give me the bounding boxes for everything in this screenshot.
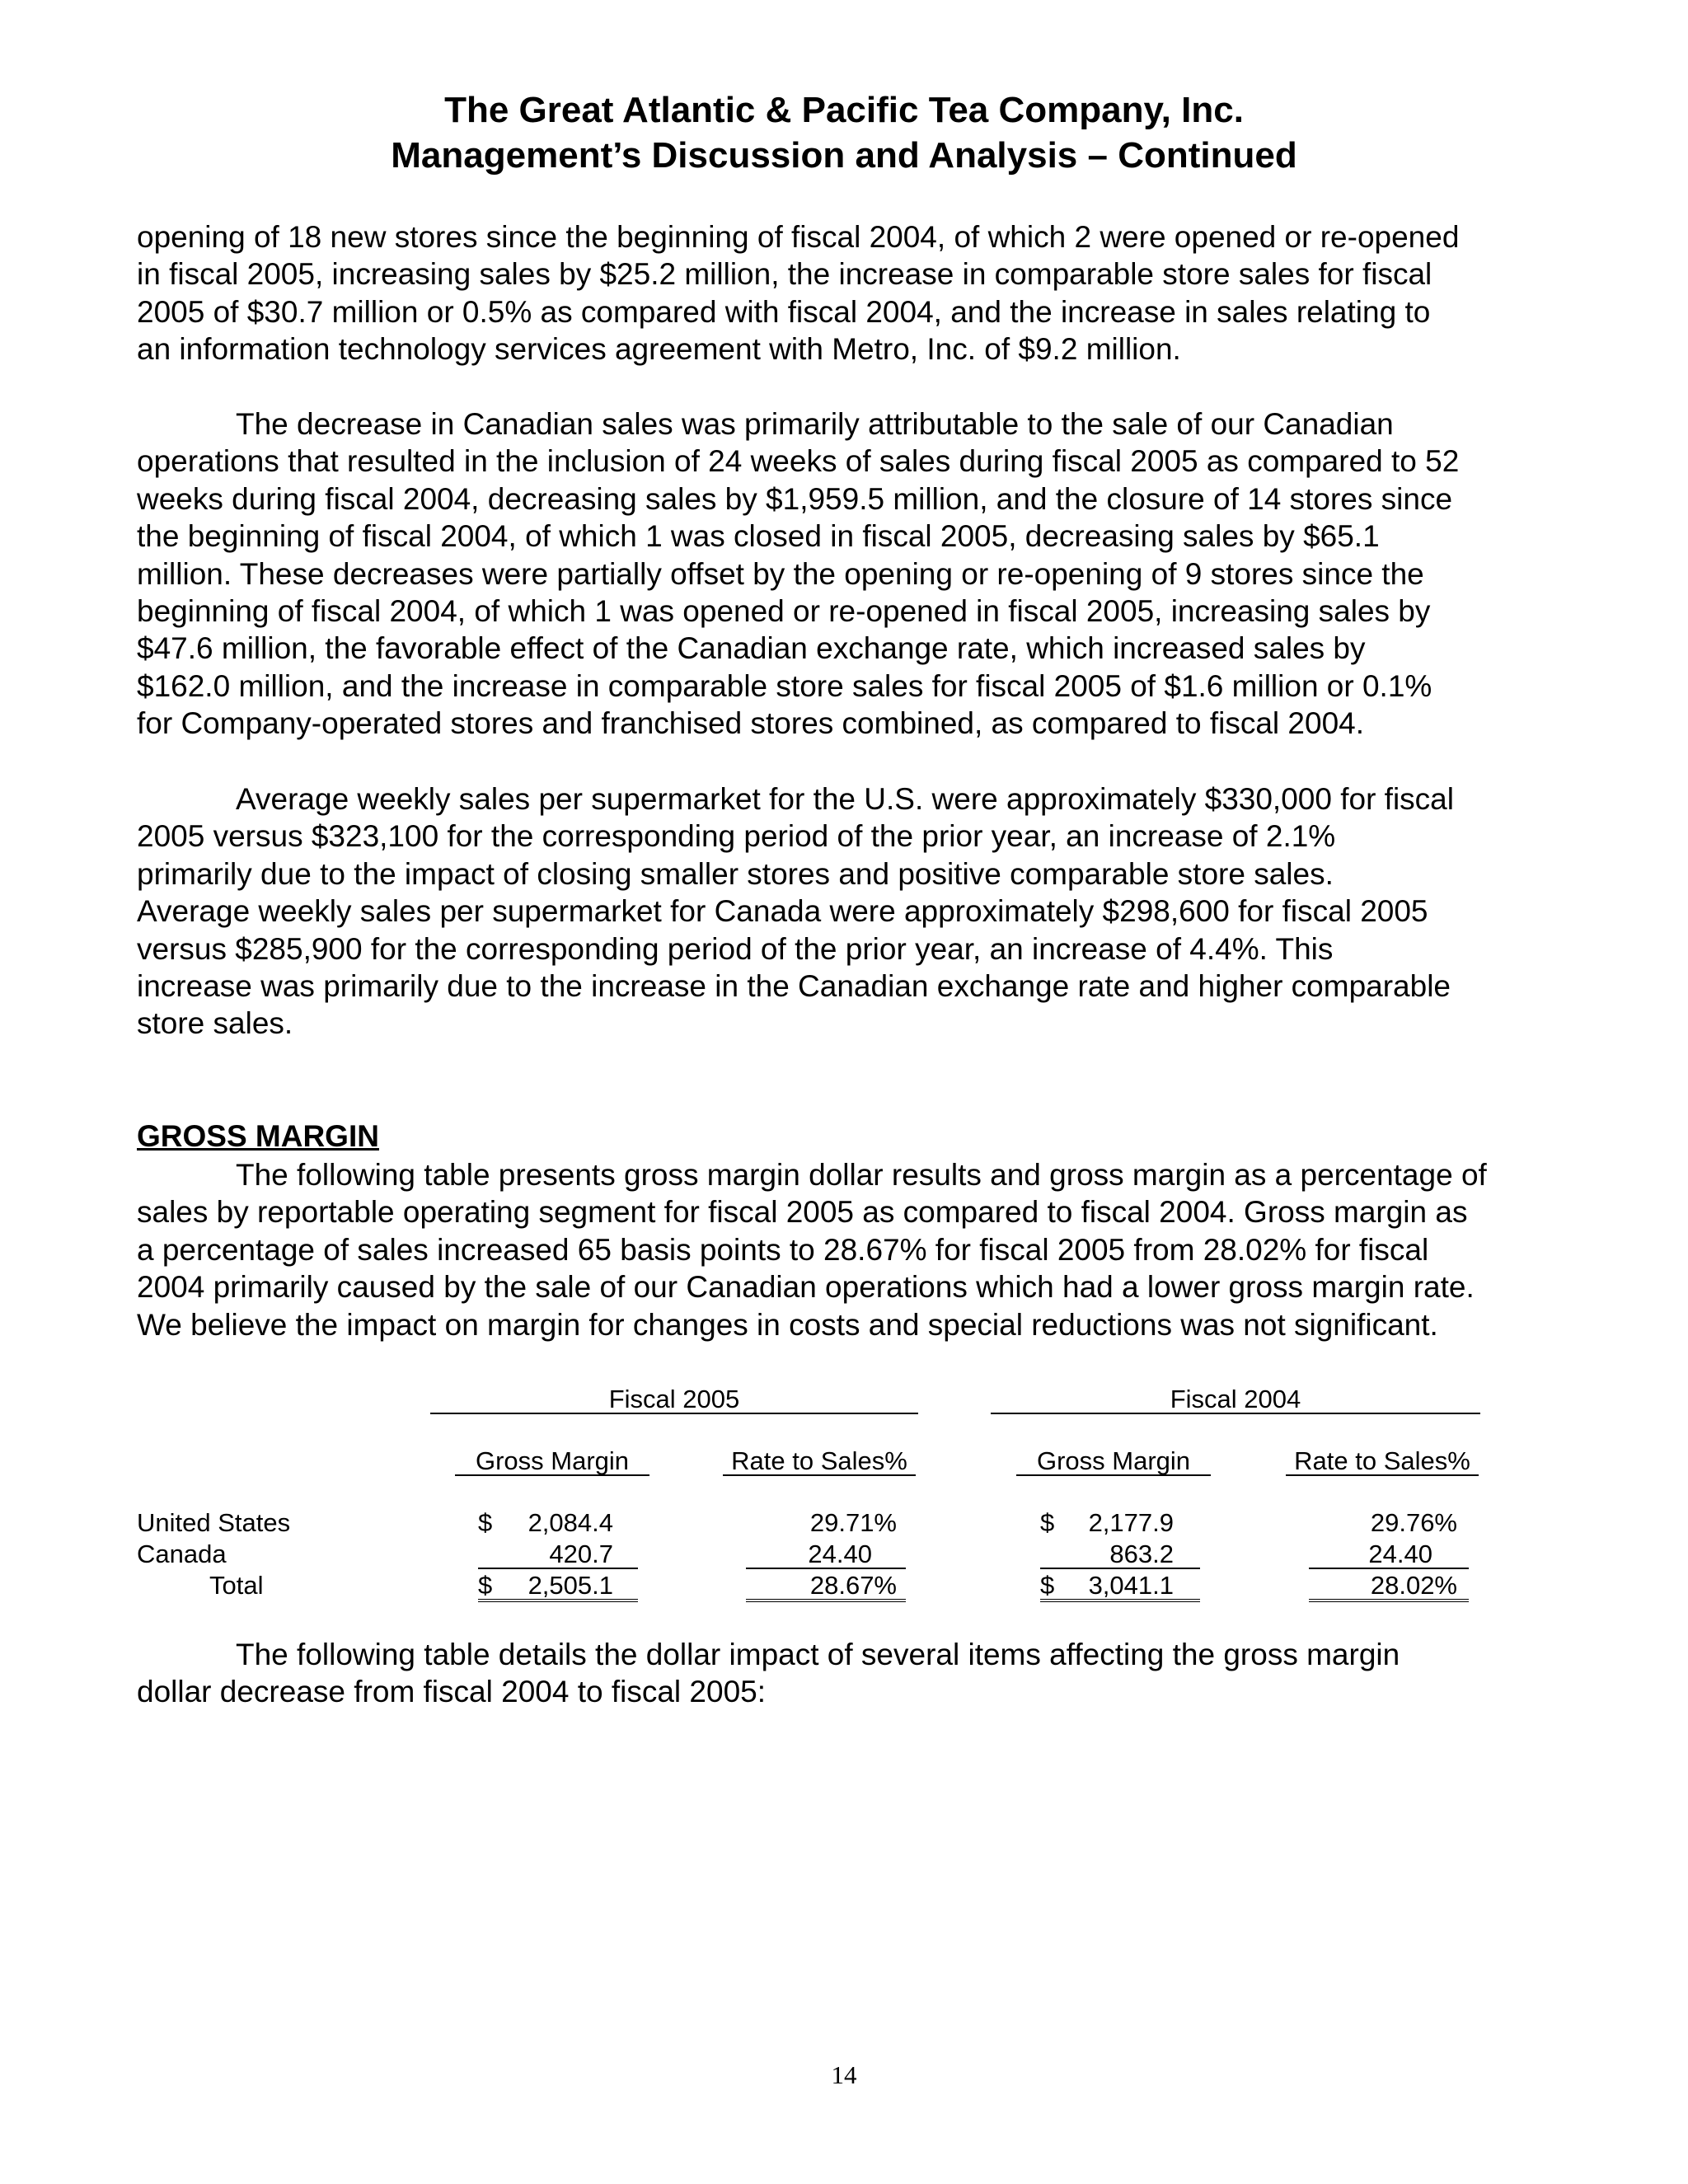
total-rate-2005: 28.67% — [809, 1571, 897, 1600]
text-line: for Company-operated stores and franchised stores combined, as compared to fiscal 2004. — [137, 706, 1365, 741]
text-line: 2005 of $30.7 million or 0.5% as compared with fiscal 2004, and the increase in sales relating to — [137, 294, 1431, 329]
total-double-rule — [1040, 1599, 1200, 1602]
text-line: Average weekly sales per supermarket for Canada were approximately $298,600 for fiscal 2005 — [137, 894, 1428, 929]
text-line: Average weekly sales per supermarket for the U.S. were approximately $330,000 for fiscal — [236, 782, 1454, 816]
canada-gross-margin-2005: 420.7 — [549, 1540, 613, 1568]
text-line: primarily due to the impact of closing smaller stores and positive comparable store sales. — [137, 856, 1334, 891]
text-line: The decrease in Canadian sales was primarily attributable to the sale of our Canadian — [236, 407, 1394, 441]
canada-rate-2004: 24.40 — [1368, 1540, 1432, 1568]
text-line: dollar decrease from fiscal 2004 to fiscal 2005: — [137, 1675, 767, 1709]
text-line: the beginning of fiscal 2004, of which 1 was closed in fiscal 2005, decreasing sales by $65.1 — [137, 519, 1380, 554]
header-rule — [991, 1413, 1480, 1414]
paragraph-continued — [137, 218, 1596, 368]
period-header-fiscal-2004: Fiscal 2004 — [1170, 1385, 1301, 1413]
total-double-rule — [746, 1599, 906, 1602]
period-header-fiscal-2005: Fiscal 2005 — [608, 1385, 740, 1413]
column-header-rule — [1016, 1474, 1211, 1476]
text-line: sales by reportable operating segment for fiscal 2005 as compared to fiscal 2004. Gross margin as — [137, 1195, 1468, 1230]
text-line: opening of 18 new stores since the beginning of fiscal 2004, of which 2 were opened or re-opened — [137, 220, 1460, 254]
column-header-gross-margin-2005: Gross Margin — [475, 1446, 630, 1475]
document-subtitle: Management’s Discussion and Analysis – Continued — [391, 135, 1297, 176]
text-line: weeks during fiscal 2004, decreasing sales by $1,959.5 million, and the closure of 14 stores since — [137, 481, 1453, 516]
header-rule — [430, 1413, 918, 1414]
column-header-rate-2004: Rate to Sales% — [1294, 1446, 1470, 1475]
row-label-united-states: United States — [137, 1508, 291, 1537]
text-line: The following table details the dollar impact of several items affecting the gross margin — [236, 1638, 1400, 1671]
column-header-rule — [1286, 1474, 1479, 1476]
text-line: increase was primarily due to the increase in the Canadian exchange rate and higher comparable — [137, 969, 1451, 1004]
paragraph-table-intro — [137, 1636, 1596, 1711]
subtotal-rule — [478, 1568, 638, 1569]
currency-symbol: $ — [478, 1571, 493, 1600]
text-line: 2004 primarily caused by the sale of our Canadian operations which had a lower gross margin rate. — [137, 1270, 1475, 1305]
us-gross-margin-2005: 2,084.4 — [528, 1508, 613, 1537]
subtotal-rule — [1309, 1568, 1469, 1569]
us-rate-2004: 29.76% — [1370, 1508, 1457, 1537]
text-line: store sales. — [137, 1006, 293, 1041]
total-double-rule — [1309, 1599, 1469, 1602]
text-line: a percentage of sales increased 65 basis points to 28.67% for fiscal 2005 from 28.02% for fiscal — [137, 1232, 1429, 1267]
currency-symbol: $ — [1040, 1571, 1055, 1600]
text-line: $162.0 million, and the increase in comparable store sales for fiscal 2005 of $1.6 million or 0.1% — [137, 668, 1432, 703]
paragraph-average-weekly-sales — [137, 780, 1596, 1043]
text-line: versus $285,900 for the corresponding period of the prior year, an increase of 4.4%. This — [137, 931, 1334, 966]
us-gross-margin-2004: 2,177.9 — [1088, 1508, 1174, 1537]
total-gross-margin-2004: 3,041.1 — [1088, 1571, 1174, 1600]
subtotal-rule — [746, 1568, 906, 1569]
column-header-rate-2005: Rate to Sales% — [731, 1446, 907, 1475]
text-line: We believe the impact on margin for changes in costs and special reductions was not significant. — [137, 1307, 1438, 1342]
document-title: The Great Atlantic & Pacific Tea Company, Inc. — [444, 90, 1244, 130]
text-line: beginning of fiscal 2004, of which 1 was opened or re-opened in fiscal 2005, increasing sales by — [137, 594, 1431, 629]
paragraph-gross-margin — [137, 1156, 1596, 1343]
column-header-rule — [455, 1474, 649, 1476]
total-rate-2004: 28.02% — [1370, 1571, 1457, 1600]
canada-gross-margin-2004: 863.2 — [1109, 1540, 1174, 1568]
column-header-rule — [723, 1474, 916, 1476]
currency-symbol: $ — [1040, 1508, 1055, 1537]
page-number: 14 — [831, 2060, 857, 2089]
row-label-canada: Canada — [137, 1540, 227, 1568]
text-line: an information technology services agreement with Metro, Inc. of $9.2 million. — [137, 332, 1181, 367]
row-label-total: Total — [209, 1571, 264, 1600]
paragraph-canadian-sales — [137, 405, 1596, 743]
text-line: operations that resulted in the inclusion of 24 weeks of sales during fiscal 2005 as compared to 52 — [137, 444, 1460, 479]
column-header-gross-margin-2004: Gross Margin — [1036, 1446, 1191, 1475]
text-line: The following table presents gross margin dollar results and gross margin as a percentage of — [236, 1158, 1487, 1192]
canada-rate-2005: 24.40 — [808, 1540, 872, 1568]
total-double-rule — [478, 1599, 638, 1602]
text-line: in fiscal 2005, increasing sales by $25.2 million, the increase in comparable store sales for fiscal — [137, 257, 1432, 292]
currency-symbol: $ — [478, 1508, 493, 1537]
text-line: million. These decreases were partially offset by the opening or re-opening of 9 stores since the — [137, 556, 1424, 591]
text-line: $47.6 million, the favorable effect of the Canadian exchange rate, which increased sales by — [137, 631, 1366, 666]
total-gross-margin-2005: 2,505.1 — [528, 1571, 613, 1600]
section-heading: GROSS MARGIN — [137, 1119, 379, 1153]
us-rate-2005: 29.71% — [809, 1508, 897, 1537]
subtotal-rule — [1040, 1568, 1200, 1569]
text-line: 2005 versus $323,100 for the corresponding period of the prior year, an increase of 2.1% — [137, 819, 1336, 854]
